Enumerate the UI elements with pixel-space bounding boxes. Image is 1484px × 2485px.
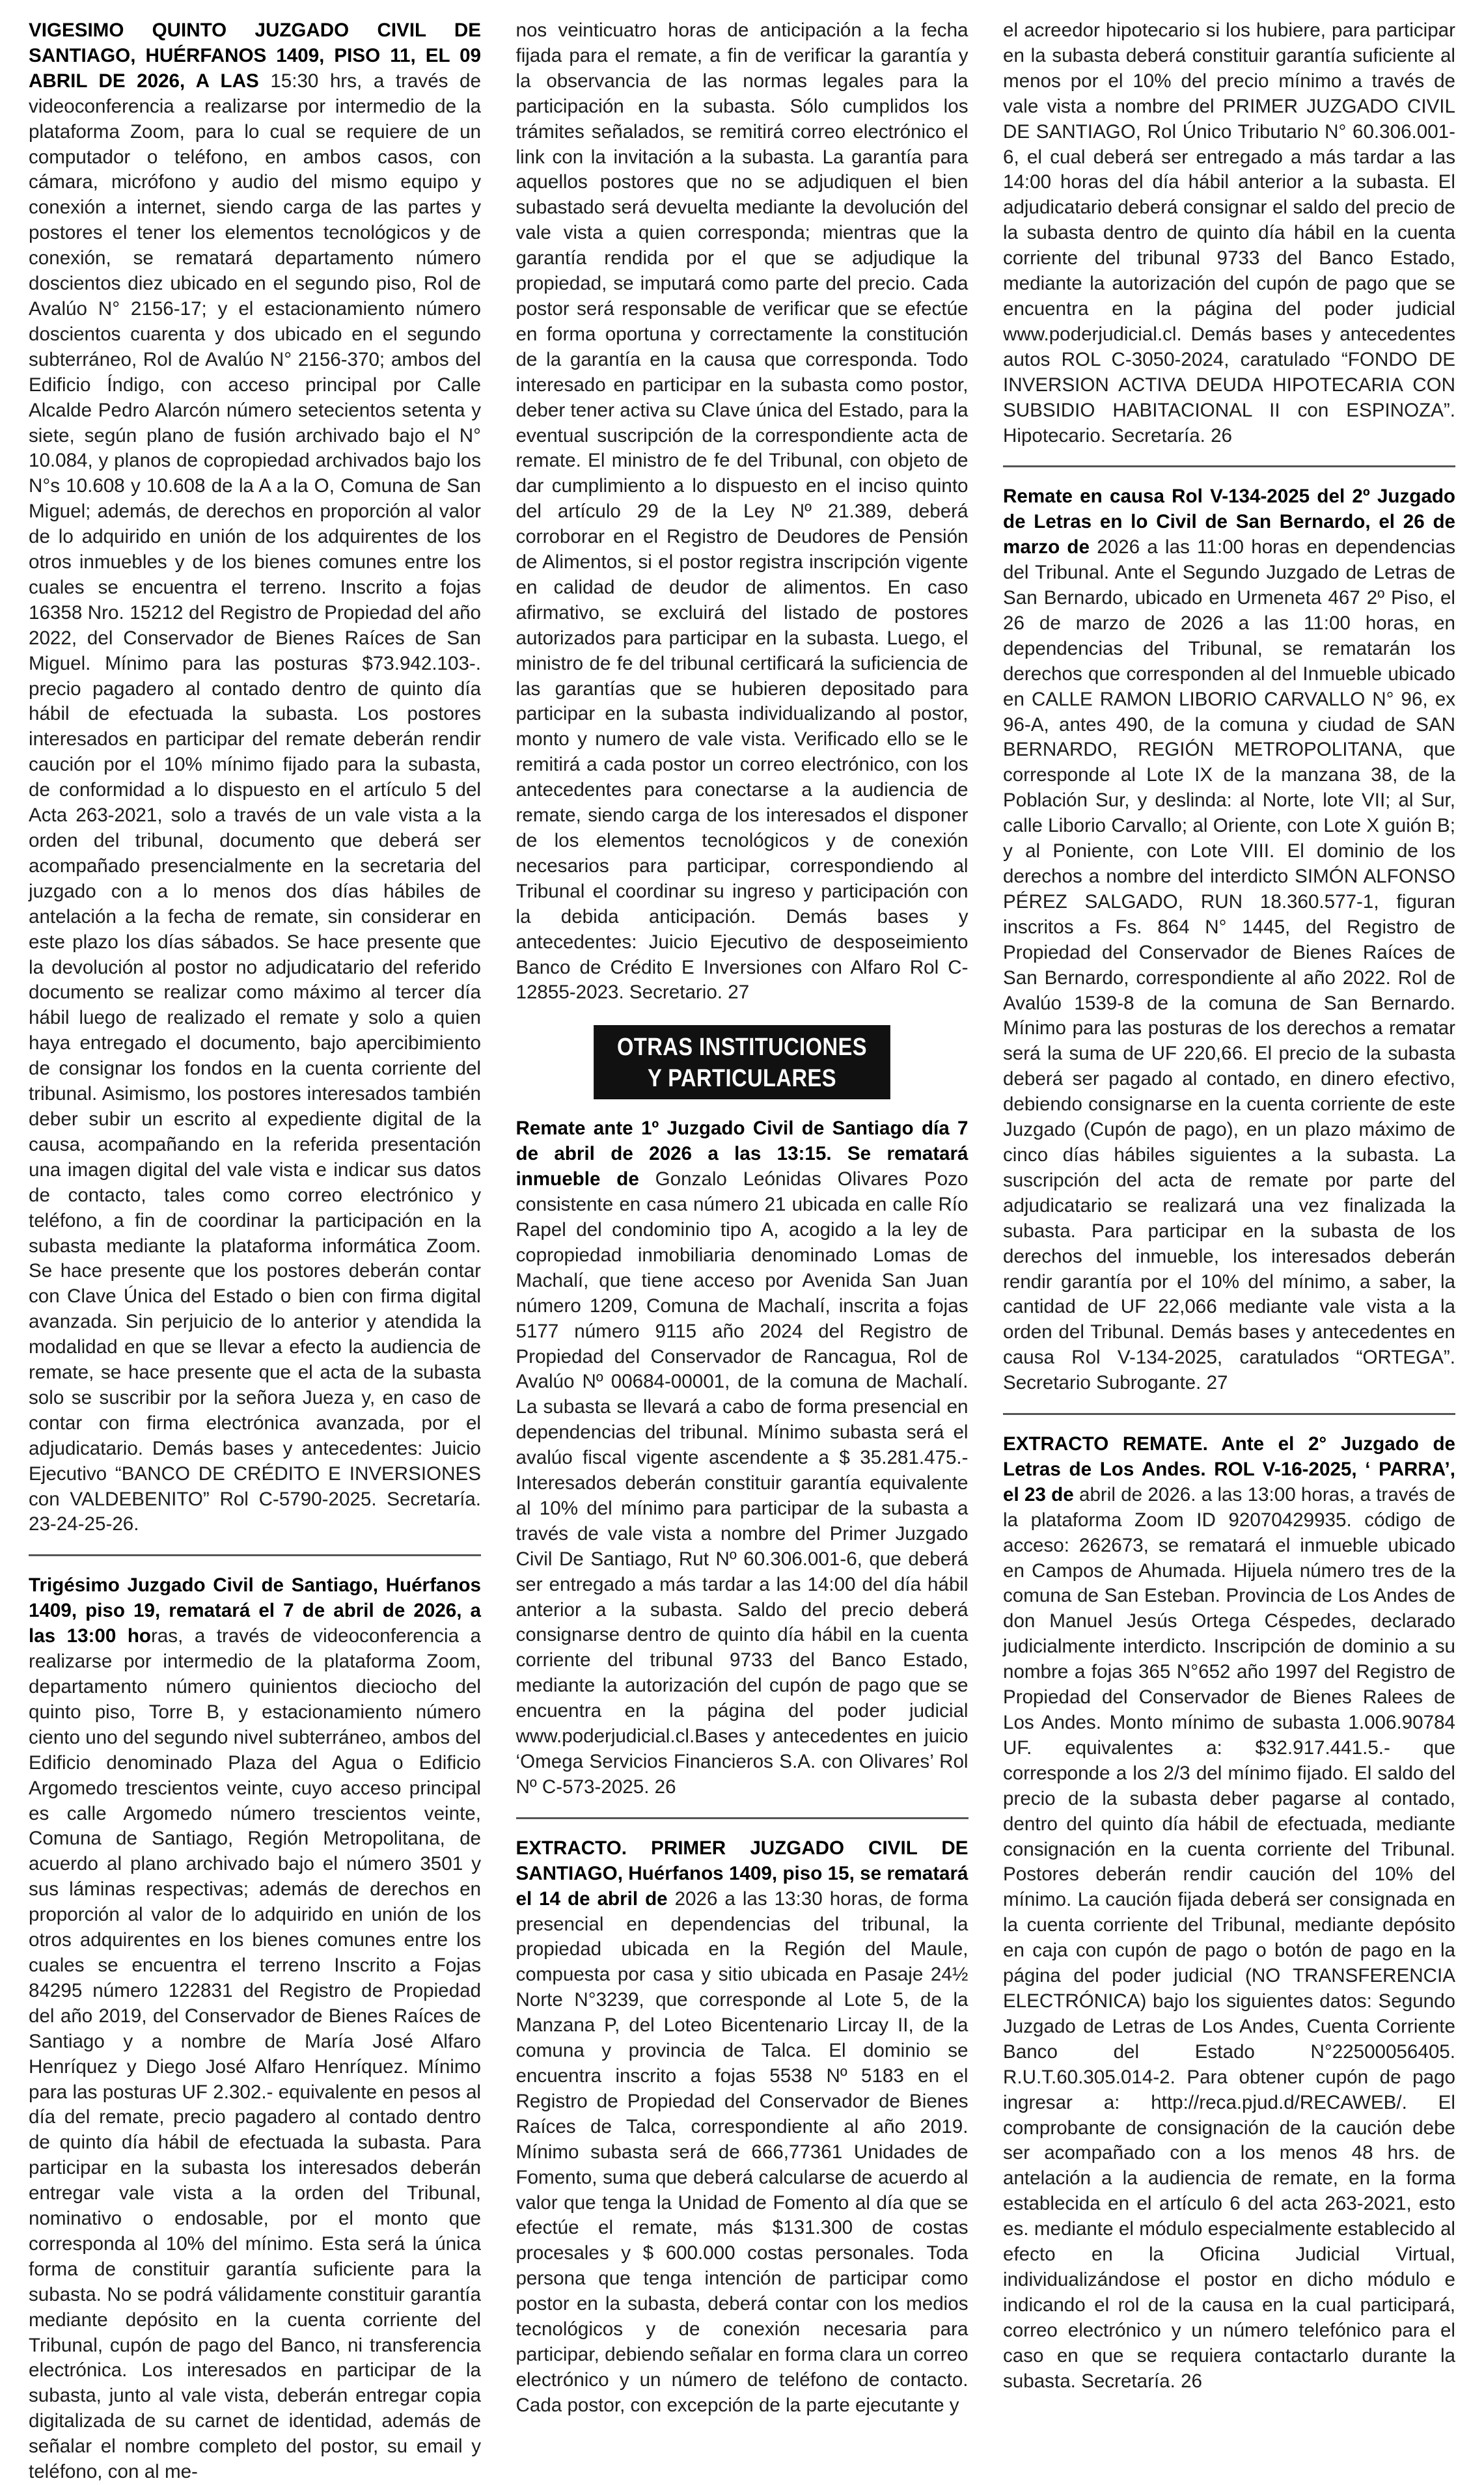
notice-heading: Remate ante 1º Juzgado Civil de Santiago día 7 de abril de 2026 a las 13:15. Se rematará inmueble de — [515, 1118, 969, 1190]
notice-body: 2026 a las 13:30 horas, de forma presencial en dependencias del tribunal, la propiedad ubicada en la Región del Maule, compuesta por casa y sitio ubicada en Pasaje 24½ Norte N°3239, que corresponde al Lote 5, de la Manzana P, del Loteo Bicentenario Lircay II, de la comuna y provincia de Talca. El dominio se encuentra inscrito a fojas 5538 Nº 5183 en el Registro de Propiedad del Conservador de Bienes Raíces de Talca, correspondiente al año 2019. Mínimo subasta será de 666,77361 Unidades de Fomento, suma que deberá calcularse de acuerdo al valor que tenga la Unidad de Fomento al día que se efectúe el remate, más $131.300 de costas procesales y $ 600.000 costas personales. Toda persona que tenga intención de participar como postor en la subasta, deberá contar con los medios tecnológicos y de conexión necesaria para participar, debiendo señalar en forma clara un correo electrónico y un número de teléfono de contacto. Cada postor, con excepción de la parte ejecutante y — [515, 1888, 969, 2416]
section-header-otras-instituciones — [594, 1025, 890, 1099]
notice-30-juzgado-civil-continued: nos veinticuatro horas de anticipación a la fecha fijada para el remate, a fin de verificar la garantía y la observancia de las normas legales para la participación en la subasta. Sólo cumplidos los trámites señalados, se remitirá correo electrónico el link con la invitación a la subasta. La garantía para aquellos postores que no se adjudiquen el bien subastado será devuelta mediante la devolución del vale vista a quien corresponda; mientras que la garantía rendida por el que se adjudique la propiedad, se imputará como parte del precio. Cada postor será responsable de verificar que se efectúe en forma oportuna y correctamente la constitución de la garantía en la causa que corresponda. Todo interesado en participar en la subasta como postor, deber tener activa su Clave única del Estado, para la eventual suscripción de la correspondiente acta de remate. El ministro de fe del Tribunal, con objeto de dar cumplimiento a lo dispuesto en el inciso quinto del artículo 29 de la Ley Nº 21.389, deberá corroborar en el Registro de Deudores de Pensión de Alimentos, si el postor registra inscripción vigente en calidad de deudor de alimentos. En caso afirmativo, se excluirá del listado de postores autorizados para participar en la subasta. Luego, el ministro de fe del tribunal certificará la suficiencia de las garantías que se hubieren depositado para participar en la subasta individualizando al postor, monto y numero de vale vista. Verificado ello se le remitirá a cada postor un correo electrónico, con los antecedentes para conectarse a la audiencia de remate, siendo carga de los interesados el disponer de los elementos tecnológicos y de conexión necesarios para participar, correspondiendo al Tribunal el coordinar su ingreso y participación con la debida anticipación. Demás bases y antecedentes: Juicio Ejecutivo de desposeimiento Banco de Crédito E Inversiones con Alfaro Rol C-12855-2023. Secretario. 27 — [515, 20, 969, 1004]
column-1 — [29, 18, 481, 2483]
notice-separator — [1003, 465, 1455, 467]
notice-san-bernardo — [1003, 484, 1455, 1396]
notice-los-andes — [1003, 1432, 1455, 2394]
notice-body: 2026 a las 11:00 horas en dependencias del Tribunal. Ante el Segundo Juzgado de Letras de San Bernardo, ubicado en Urmeneta 467 2º Piso, el 26 de marzo de 2026 a las 11:00 horas, en dependencias del Tribunal, se rematarán los derechos que corresponden al del Inmueble ubicado en CALLE RAMON LIBORIO CARVALLO N° 96, ex 96-A, antes 490, de la comuna y ciudad de SAN BERNARDO, REGIÓN METROPOLITANA, que corresponde al Lote IX de la manzana 38, de la Población Sur, y deslinda: al Norte, lote VII; al Sur, calle Liborio Carvallo; al Oriente, con Lote X guión B; y al Poniente, con Lote VIII. El dominio de los derechos a nombre del interdicto SIMÓN ALFONSO PÉREZ SALGADO, RUN 18.360.577-1, figuran inscritos a Fs. 864 N° 1445, del Registro de Propiedad del Conservador de Bienes Raíces de San Bernardo, correspondiente al año 2022. Rol de Avalúo 1539-8 de la comuna de San Bernardo. Mínimo para las posturas de los derechos a rematar será la suma de UF 220,66. El precio de la subasta deberá ser pagado al contado, en dinero efectivo, debiendo consignarse en la cuenta corriente de este Juzgado (Cupón de pago), en un plazo máximo de cinco días hábiles siguientes a la subasta. La suscripción del acta de remate por parte del adjudicatario se realizará una vez finalizada la subasta. Para participar en la subasta de los derechos del inmueble, los interesados deberán rendir garantía por el 10% del mínimo, a saber, la cantidad de UF 22,066 mediante vale vista a la orden del Tribunal. Demás bases y antecedentes en causa Rol V-134-2025, caratulados “ORTEGA”. Secretario Subrogante. 27 — [1003, 536, 1456, 1394]
notice-25-juzgado-civil — [29, 18, 481, 1537]
section-header-line-1: OTRAS INSTITUCIONES — [616, 1034, 868, 1062]
notice-heading: EXTRACTO REMATE. Ante el 2° Juzgado de Letras de Los Andes. ROL V-16-2025, ‘ PARRA’, el 23 de — [1003, 1433, 1455, 1505]
notice-body: abril de 2026. a las 13:00 horas, a través de la plataforma Zoom ID 92070429935. código de acceso: 262673, se rematará el inmueble ubicado en Campos de Ahumada. Hijuela número tres de la comuna de San Esteban. Provincia de Los Andes de don Manuel Jesús Ortega Céspedes, declarado judicialmente interdicto. Inscripción de dominio a su nombre a fojas 365 N°652 año 1997 del Registro de Propiedad del Conservador de Bienes Ralees de Los Andes. Monto mínimo de subasta 1.006.90784 UF. equivalentes a: $32.917.441.5.- que corresponde a los 2/3 del mínimo fijado. El saldo del precio de la subasta deber pagarse al contado, dentro del quinto día hábil de efectuada, mediante consignación en la cuenta corriente del Tribunal. Postores deberán rendir caución del 10% del mínimo. La caución fijada deberá ser consignada en la cuenta corriente del Tribunal, mediante depósito en caja con cupón de pago o botón de pago en la página del poder judicial (NO TRANSFERENCIA ELECTRÓNICA) bajo los siguientes datos: Segundo Juzgado de Letras de Los Andes, Cuenta Corriente Banco del Estado N°22500056405. R.U.T.60.305.014-2. Para obtener cupón de pago ingresar a: http://reca.pjud.d/RECAWEB/. El comprobante de consignación de la caución debe ser acompañado con a los menos 48 hrs. de antelación a la audiencia de remate, en la forma establecida en el artículo 6 del acta 263-2021, esto es. mediante el módulo especialmente establecido al efecto en la Oficina Judicial Virtual, individualizándose el postor en dicho módulo e indicando el rol de la causa en la cual participará, correo electrónico y un número telefónico para el caso en que se requiera contactarlo durante la subasta. Secretaría. 26 — [1003, 1483, 1455, 2392]
section-header-line-2: Y PARTICULARES — [648, 1065, 836, 1093]
notice-heading: Trigésimo Juzgado Civil de Santiago, Huérfanos 1409, piso 19, rematará el 7 de abril de 2026, a las 13:00 ho — [29, 1574, 481, 1647]
notice-heading: EXTRACTO. PRIMER JUZGADO CIVIL DE SANTIAGO, Huérfanos 1409, piso 15, se rematará el 14 de abril de — [515, 1837, 969, 1910]
column-2 — [515, 18, 969, 2416]
columns — [29, 18, 1456, 2483]
notice-30-juzgado-civil — [29, 1573, 481, 2485]
notice-body: ras, a través de videoconferencia a realizarse por intermedio de la plataforma Zoom, departamento número quinientos dieciocho del quinto piso, Torre B, y estacionamiento número ciento uno del segundo nivel subterráneo, ambos del Edificio denominado Plaza del Agua o Edificio Argomedo trescientos veinte, cuyo acceso principal es calle Argomedo número trescientos veinte, Comuna de Santiago, Región Metropolitana, de acuerdo al plano archivado bajo el número 3501 y sus láminas respectivas; además de derechos en proporción al valor de lo adquirido en unión de los otros adquirentes en los bienes comunes entre los cuales se encuentra el terreno Inscrito a Fojas 84295 número 122831 del Registro de Propiedad del año 2019, del Conservador de Bienes Raíces de Santiago y a nombre de María José Alfaro Henríquez y Diego José Alfaro Henríquez. Mínimo para las posturas UF 2.302.- equivalente en pesos al día del remate, precio pagadero al contado dentro de quinto día hábil de efectuada la subasta. Para participar en la subasta los interesados deberán entregar vale vista a la orden del Tribunal, nominativo o endosable, por el monto que corresponda al 10% del mínimo. Esta será la única forma de constituir garantía suficiente para la subasta. No se podrá válidamente constituir garantía mediante depósito en la cuenta corriente del Tribunal, cupón de pago del Banco, ni transferencia electrónica. Los interesados en participar de la subasta, junto al vale vista, deberán entregar copia digitalizada de su carnet de identidad, además de señalar el nombre completo del postor, su email y teléfono, con al me- — [29, 1625, 481, 2483]
notice-separator — [516, 1817, 969, 1819]
notice-heading: Remate en causa Rol V-134-2025 del 2º Juzgado de Letras en lo Civil de San Bernardo, el 26 de marzo de — [1003, 486, 1455, 558]
notice-extracto-primer-juzgado — [516, 1836, 969, 2419]
notice-body: 15:30 hrs, a través de videoconferencia a realizarse por intermedio de la plataforma Zoom, para lo cual se requiere de un computador o teléfono, en ambos casos, con cámara, micrófono y audio del mismo equipo y conexión a internet, siendo carga de las partes y postores el tener los elementos tecnológicos y de conexión, se rematará departamento número doscientos diez ubicado en el segundo piso, Rol de Avalúo N° 2156-17; y el estacionamiento número doscientos cuarenta y dos ubicado en el segundo subterráneo, Rol de Avalúo N° 2156-370; ambos del Edificio Índigo, con acceso principal por Calle Alcalde Pedro Alarcón número setecientos setenta y siete, según plano de fusión archivado bajo el N° 10.084, y planos de copropiedad archivados bajo los N°s 10.608 y 10.608 de la A a la O, Comuna de San Miguel; además, de derechos en proporción al valor de lo adquirido en unión de los adquirentes de los otros inmuebles y de los bienes comunes entre los cuales se encuentra el terreno. Inscrito a fojas 16358 Nro. 15212 del Registro de Propiedad del año 2022, del Conservador de Bienes Raíces de San Miguel. Mínimo para las posturas $73.942.103-. precio pagadero al contado dentro de quinto día hábil de efectuada la subasta. Los postores interesados en participar del remate deberán rendir caución por el 10% mínimo fijado para la subasta, de conformidad a lo dispuesto en el artículo 5 del Acta 263-2021, solo a través de un vale vista a la orden del tribunal, documento que deberá ser acompañado presencialmente en la secretaria del juzgado con a lo menos dos días hábiles de antelación a la fecha de remate, sin considerar en este plazo los días sábados. Se hace presente que la devolución al postor no adjudicatario del referido documento se realizar como máximo al tercer día hábil luego de realizado el remate y solo a quien haya entregado el documento, bajo apercibimiento de consignar los fondos en la cuenta corriente del tribunal. Asimismo, los postores interesados también deber subir un escrito al expediente digital de la causa, acompañando en la referida presentación una imagen digital del vale vista e indicar sus datos de contacto, tales como correo electrónico y teléfono, a fin de coordinar la participación en la subasta mediante la plataforma informática Zoom. Se hace presente que los postores deberán contar con Clave Única del Estado o bien con firma digital avanzada. Sin perjuicio de lo anterior y atendida la modalidad en que se llevar a efecto la audiencia de remate, se hace presente que el acta de la subasta solo se suscribir por la señora Jueza y, en caso de contar con firma electrónica avanzada, por el adjudicatario. Demás bases y antecedentes: Juicio Ejecutivo “BANCO DE CRÉDITO E INVERSIONES con VALDEBENITO” Rol C-5790-2025. Secretaría. 23-24-25-26. — [29, 70, 481, 1535]
column-3 — [1003, 18, 1456, 2392]
notice-extracto-primer-juzgado-continued: el acreedor hipotecario si los hubiere, para participar en la subasta deberá constituir garantía suficiente al menos por el 10% del precio mínimo a través de vale vista a nombre del PRIMER JUZGADO CIVIL DE SANTIAGO, Rol Único Tributario N° 60.306.001-6, el cual deberá ser entregado a más tardar a las 14:00 horas del día hábil anterior a la subasta. El adjudicatario deberá consignar el saldo del precio de la subasta dentro de quinto día hábil en la cuenta corriente del tribunal 9733 del Banco Estado, mediante la autorización del cupón de pago que se encuentra en la página del poder judicial www.poderjudicial.cl. Demás bases y antecedentes autos ROL C-3050-2024, caratulado “FONDO DE INVERSION ACTIVA DEUDA HIPOTECARIA CON SUBSIDIO HABITACIONAL II con ESPINOZA”. Hipotecario. Secretaría. 26 — [1003, 20, 1455, 446]
notice-heading: VIGESIMO QUINTO JUZGADO CIVIL DE SANTIAGO, HUÉRFANOS 1409, PISO 11, EL 09 ABRIL DE 2026, A LAS — [29, 20, 481, 92]
notice-1-juzgado-civil-machali — [516, 1116, 969, 1800]
notice-body: Gonzalo Leónidas Olivares Pozo consistente en casa número 21 ubicada en calle Río Rapel del condominio tipo A, acogido a la ley de copropiedad inmobiliaria denominado Lomas de Machalí, que tiene acceso por Avenida San Juan número 1209, Comuna de Machalí, inscrita a fojas 5177 número 9115 año 2024 del Registro de Propiedad del Conservador de Rancagua, Rol de Avalúo Nº 00684-00001, de la comuna de Machalí. La subasta se llevará a cabo de forma presencial en dependencias del tribunal. Mínimo subasta será el avalúo fiscal vigente ascendente a $ 35.281.475.- Interesados deberán constituir garantía equivalente al 10% del mínimo para participar de la subasta a través de vale vista a nombre del Primer Juzgado Civil De Santiago, Rut Nº 60.306.001-6, que deberá ser entregado a más tardar a las 14:00 del día hábil anterior a la subasta. Saldo del precio deberá consignarse dentro de quinto día hábil en la cuenta corriente del tribunal 9733 del Banco Estado, mediante la autorización del cupón de pago que se encuentra en la página del poder judicial www.poderjudicial.cl.Bases y antecedentes en juicio ‘Omega Servicios Financieros S.A. con Olivares’ Rol Nº C-573-2025. 26 — [515, 1168, 969, 1798]
notice-separator — [1003, 1413, 1455, 1415]
notice-separator — [29, 1554, 481, 1556]
